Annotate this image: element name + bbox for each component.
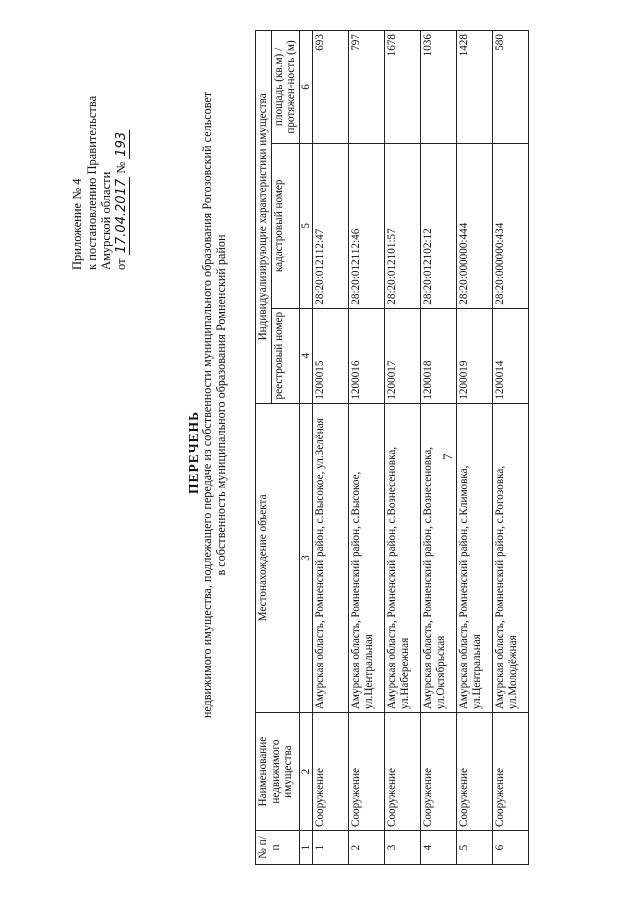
appendix-no: № bbox=[113, 161, 128, 174]
header-name: Наименование недвижимого имущества bbox=[256, 713, 300, 831]
cell-area: 1036 bbox=[421, 31, 457, 144]
col-number: 5 bbox=[299, 143, 313, 308]
appendix-line3: Амурской области bbox=[99, 171, 113, 270]
cell-num: 1 bbox=[313, 831, 349, 865]
cell-registry: 1200017 bbox=[385, 308, 421, 403]
document-title: ПЕРЕЧЕНЬ bbox=[186, 410, 201, 495]
header-num: № п/п bbox=[256, 831, 300, 865]
cell-location: Амурская область, Ромненский район, с.Вознесеновка, ул.Октябрьская bbox=[421, 403, 457, 713]
cell-num: 6 bbox=[493, 831, 529, 865]
cell-name: Сооружение bbox=[349, 713, 385, 831]
cell-location: Амурская область, Ромненский район, с.Климовка, ул.Центральная bbox=[457, 403, 493, 713]
header-individual: Индивидуализирующие характеристики имущества bbox=[256, 31, 272, 404]
cell-cadastral: 28:20:000000:444 bbox=[457, 143, 493, 308]
cell-location: Амурская область, Ромненский район, с.Высокое, ул.Зелёная bbox=[313, 403, 349, 713]
cell-cadastral: 28:20:012102:12 bbox=[421, 143, 457, 308]
cell-location: Амурская область, Ромненский район, с.Рогозовка, ул.Молодёжная bbox=[493, 403, 529, 713]
cell-name: Сооружение bbox=[421, 713, 457, 831]
appendix-line2: к постановлению Правительства bbox=[84, 95, 99, 270]
cell-location: Амурская область, Ромненский район, с.Вознесеновка, ул.Набережная bbox=[385, 403, 421, 713]
cell-location: Амурская область, Ромненский район, с.Высокое, ул.Центральная bbox=[349, 403, 385, 713]
header-area: площадь (кв.м) / протяжен-ность (м) bbox=[271, 31, 299, 144]
appendix-date: 17.04.2017 bbox=[113, 178, 129, 254]
col-number: 1 bbox=[299, 831, 313, 865]
column-number-row bbox=[299, 31, 313, 865]
cell-registry: 1200016 bbox=[349, 308, 385, 403]
cell-name: Сооружение bbox=[457, 713, 493, 831]
cell-name: Сооружение bbox=[385, 713, 421, 831]
table-row bbox=[349, 31, 385, 865]
cell-area: 1428 bbox=[457, 31, 493, 144]
cell-cadastral: 28:20:012112:47 bbox=[313, 143, 349, 308]
cell-registry: 1200014 bbox=[493, 308, 529, 403]
cell-cadastral: 28:20:000000:434 bbox=[493, 143, 529, 308]
header-cadastral: кадастровый номер bbox=[271, 143, 299, 308]
header-registry: реестровый номер bbox=[271, 308, 299, 403]
col-number: 6 bbox=[299, 31, 313, 144]
property-table bbox=[255, 30, 529, 865]
header-location: Местонахождение объекта bbox=[256, 403, 300, 713]
page-number: 7 bbox=[440, 453, 455, 460]
appendix-date-line bbox=[114, 96, 130, 270]
col-number: 3 bbox=[299, 403, 313, 713]
cell-registry: 1200018 bbox=[421, 308, 457, 403]
table-row bbox=[421, 31, 457, 865]
cell-area: 693 bbox=[313, 31, 349, 144]
cell-area: 797 bbox=[349, 31, 385, 144]
appendix-block bbox=[70, 96, 129, 270]
cell-name: Сооружение bbox=[313, 713, 349, 831]
cell-num: 3 bbox=[385, 831, 421, 865]
appendix-line1: Приложение № 4 bbox=[70, 178, 84, 270]
table-row bbox=[493, 31, 529, 865]
document-subtitle bbox=[200, 5, 228, 805]
table-header-row bbox=[256, 31, 272, 865]
cell-area: 580 bbox=[493, 31, 529, 144]
table-row bbox=[457, 31, 493, 865]
cell-num: 5 bbox=[457, 831, 493, 865]
cell-registry: 1200019 bbox=[457, 308, 493, 403]
cell-registry: 1200015 bbox=[313, 308, 349, 403]
cell-num: 4 bbox=[421, 831, 457, 865]
appendix-from: от bbox=[113, 258, 128, 270]
cell-area: 1678 bbox=[385, 31, 421, 144]
cell-name: Сооружение bbox=[493, 713, 529, 831]
subtitle-line2: в собственность муниципального образования Ромненский район bbox=[214, 234, 228, 576]
appendix-number: 193 bbox=[113, 131, 129, 157]
table-row bbox=[313, 31, 349, 865]
cell-num: 2 bbox=[349, 831, 385, 865]
col-number: 4 bbox=[299, 308, 313, 403]
cell-cadastral: 28:20:012101:57 bbox=[385, 143, 421, 308]
subtitle-line1: недвижимого имущества, подлежащего передаче из собственности муниципального образования Рогозовский сельсовет bbox=[200, 91, 214, 719]
cell-cadastral: 28:20:012112:46 bbox=[349, 143, 385, 308]
col-number: 2 bbox=[299, 713, 313, 831]
table-row bbox=[385, 31, 421, 865]
